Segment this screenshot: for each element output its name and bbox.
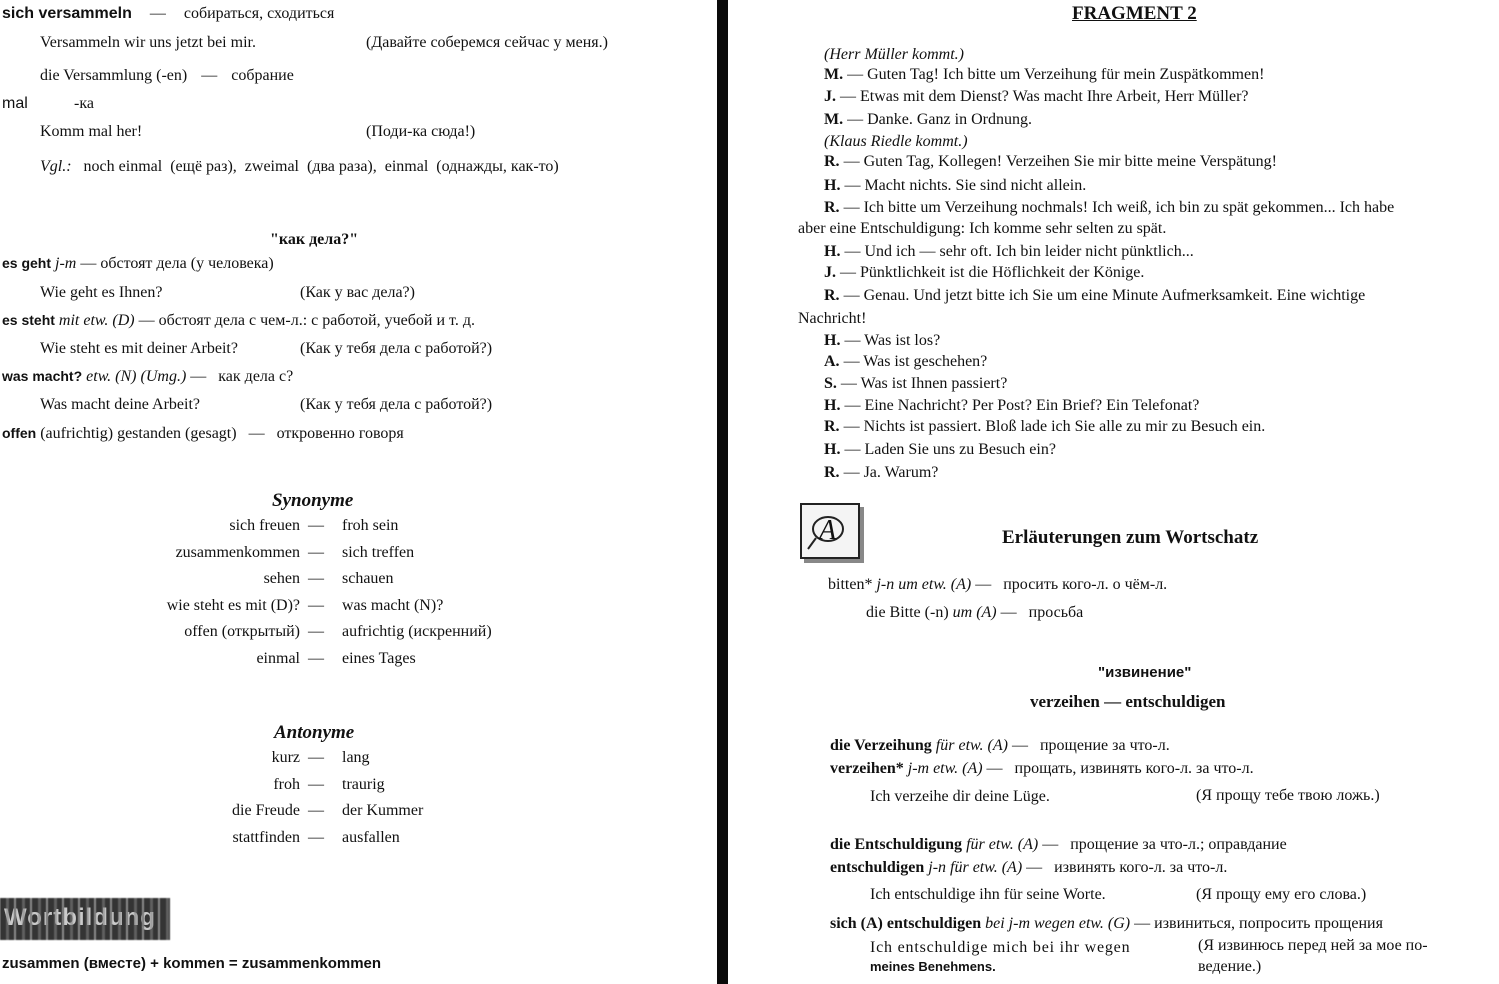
antonym-row: kurz — lang xyxy=(271,749,370,766)
wortbildung-heading: Wortbildung xyxy=(4,904,156,931)
dialog-line: R. — Guten Tag, Kollegen! Verzeihen Sie mir bitte meine Verspätung! xyxy=(824,153,1277,170)
vocab-sich-entschuldigen: sich (A) entschuldigen bei j-m wegen etw. (G) — извиниться, попросить прощения xyxy=(830,915,1383,932)
right-page xyxy=(728,0,1499,984)
vocab-bitte: die Bitte (-n) um (A) — просьба xyxy=(866,604,1084,621)
dialog-line-continued: Nachricht! xyxy=(798,310,867,327)
dialog-line: S. — Was ist Ihnen passiert? xyxy=(824,375,1008,392)
example-de-cont: meines Benehmens. xyxy=(870,959,996,974)
dialog-line: M. — Danke. Ganz in Ordnung. xyxy=(824,111,1032,128)
vocab-entry-versammlung: die Versammlung (-en) — собрание xyxy=(40,67,294,84)
svg-text:A: A xyxy=(819,515,837,546)
dialog-line: R. — Ich bitte um Verzeihung nochmals! Ich weiß, ich bin zu spät gekommen... Ich habe xyxy=(824,199,1395,216)
dialog-line: J. — Pünktlichkeit ist die Höflichkeit der Könige. xyxy=(824,264,1145,281)
dialog-line-continued: aber eine Entschuldigung: Ich komme sehr selten zu spät. xyxy=(798,220,1167,237)
antonym-row: stattfinden — ausfallen xyxy=(232,829,400,846)
vgl-line: Vgl.: noch einmal (ещё раз), zweimal (два раза), einmal (однажды, как-то) xyxy=(40,158,559,175)
example-de: Versammeln wir uns jetzt bei mir. xyxy=(40,34,256,51)
example-ru: (Как у вас дела?) xyxy=(300,284,415,301)
synonym-row: offen (открытый) — aufrichtig (искренний) xyxy=(184,623,492,640)
vocabulary-a-icon xyxy=(800,503,860,559)
dialog-line: M. — Guten Tag! Ich bitte um Verzeihung für mein Zuspätkommen! xyxy=(824,66,1265,83)
vocab-meaning-ka: -ка xyxy=(74,95,94,112)
example-ru: (Поди-ка сюда!) xyxy=(366,123,476,140)
fragment-title: FRAGMENT 2 xyxy=(1072,3,1197,24)
example-de: Wie steht es mit deiner Arbeit? xyxy=(40,340,238,357)
synonym-row: einmal — eines Tages xyxy=(256,650,416,667)
wortbildung-example: zusammen (вместе) + kommen = zusammenkommen xyxy=(2,955,382,972)
vocab-es-steht: es steht mit etw. (D) — обстоят дела с чем-л.: с работой, учебой и т. д. xyxy=(2,312,475,329)
example-de: Wie geht es Ihnen? xyxy=(40,284,163,301)
dialog-line: J. — Etwas mit dem Dienst? Was macht Ihre Arbeit, Herr Müller? xyxy=(824,88,1249,105)
example-ru: (Как у тебя дела с работой?) xyxy=(300,340,493,357)
vocab-bitten: bitten* j-n um etw. (A) — просить кого-л. о чём-л. xyxy=(828,576,1168,593)
izvinenie-title: "извинение" xyxy=(1098,664,1192,681)
example-de: Ich entschuldige mich bei ihr wegen xyxy=(870,939,1131,956)
antonym-row: froh — traurig xyxy=(273,776,385,793)
dialog-line: H. — Laden Sie uns zu Besuch ein? xyxy=(824,441,1056,458)
example-ru: (Давайте соберемся сейчас у меня.) xyxy=(366,34,608,51)
example-de: Komm mal her! xyxy=(40,123,143,140)
synonyme-title: Synonyme xyxy=(272,490,354,511)
dialog-line: H. — Und ich — sehr oft. Ich bin leider nicht pünktlich... xyxy=(824,243,1194,260)
vocab-entry-mal: mal xyxy=(2,95,28,112)
dialog-line: H. — Eine Nachricht? Per Post? Ein Brief? Ein Telefonat? xyxy=(824,397,1200,414)
vocab-entschuldigen: entschuldigen j-n für etw. (A) — извинять кого-л. за что-л. xyxy=(830,859,1228,876)
section-title-kak-dela: "как дела?" xyxy=(270,231,359,248)
dialog-line: H. — Macht nichts. Sie sind nicht allein. xyxy=(824,177,1087,194)
dialog-line: H. — Was ist los? xyxy=(824,332,941,349)
dialog-line: A. — Was ist geschehen? xyxy=(824,353,988,370)
synonym-row: sich freuen — froh sein xyxy=(229,517,399,534)
example-ru: (Я прощу тебе твою ложь.) xyxy=(1196,787,1380,804)
synonym-row: wie steht es mit (D)? — was macht (N)? xyxy=(166,597,444,614)
dialog-line: R. — Nichts ist passiert. Bloß lade ich Sie alle zu mir zu Besuch ein. xyxy=(824,418,1266,435)
verzeihen-entschuldigen-title: verzeihen — entschuldigen xyxy=(1030,692,1226,711)
page-gutter xyxy=(717,0,728,984)
vocab-entschuldigung: die Entschuldigung für etw. (A) — прощение за что-л.; оправдание xyxy=(830,836,1287,853)
synonym-row: zusammenkommen — sich treffen xyxy=(175,544,415,561)
erlaeuterungen-title: Erläuterungen zum Wortschatz xyxy=(1002,527,1259,548)
example-de: Ich verzeihe dir deine Lüge. xyxy=(870,788,1050,805)
dialog-line: R. — Ja. Warum? xyxy=(824,464,939,481)
vocab-offen-gestanden: offen (aufrichtig) gestanden (gesagt) — откровенно говоря xyxy=(2,425,404,442)
vocab-verzeihung: die Verzeihung für etw. (A) — прощение за что-л. xyxy=(830,737,1170,754)
vocab-entry-sich-versammeln: sich versammeln — собираться, сходиться xyxy=(2,5,335,22)
stage-direction: (Herr Müller kommt.) xyxy=(824,46,964,63)
example-de: Ich entschuldige ihn für seine Worte. xyxy=(870,886,1106,903)
vocab-verzeihen: verzeihen* j-m etw. (A) — прощать, извинять кого-л. за что-л. xyxy=(830,760,1254,777)
antonym-row: die Freude — der Kummer xyxy=(232,802,424,819)
left-page xyxy=(0,0,718,984)
example-ru: (Я извинюсь перед ней за мое по- xyxy=(1198,937,1428,954)
synonym-row: sehen — schauen xyxy=(263,570,394,587)
example-de: Was macht deine Arbeit? xyxy=(40,396,200,413)
vocab-was-macht: was macht? etw. (N) (Umg.) — как дела с? xyxy=(2,368,294,385)
example-ru-cont: ведение.) xyxy=(1198,958,1262,975)
antonyme-title: Antonyme xyxy=(274,722,355,743)
stage-direction: (Klaus Riedle kommt.) xyxy=(824,133,968,150)
dialog-line: R. — Genau. Und jetzt bitte ich Sie um eine Minute Aufmerksamkeit. Eine wichtige xyxy=(824,287,1366,304)
example-ru: (Я прощу ему его слова.) xyxy=(1196,886,1367,903)
vocab-es-geht: es geht j-m — обстоят дела (у человека) xyxy=(2,255,274,272)
example-ru: (Как у тебя дела с работой?) xyxy=(300,396,493,413)
